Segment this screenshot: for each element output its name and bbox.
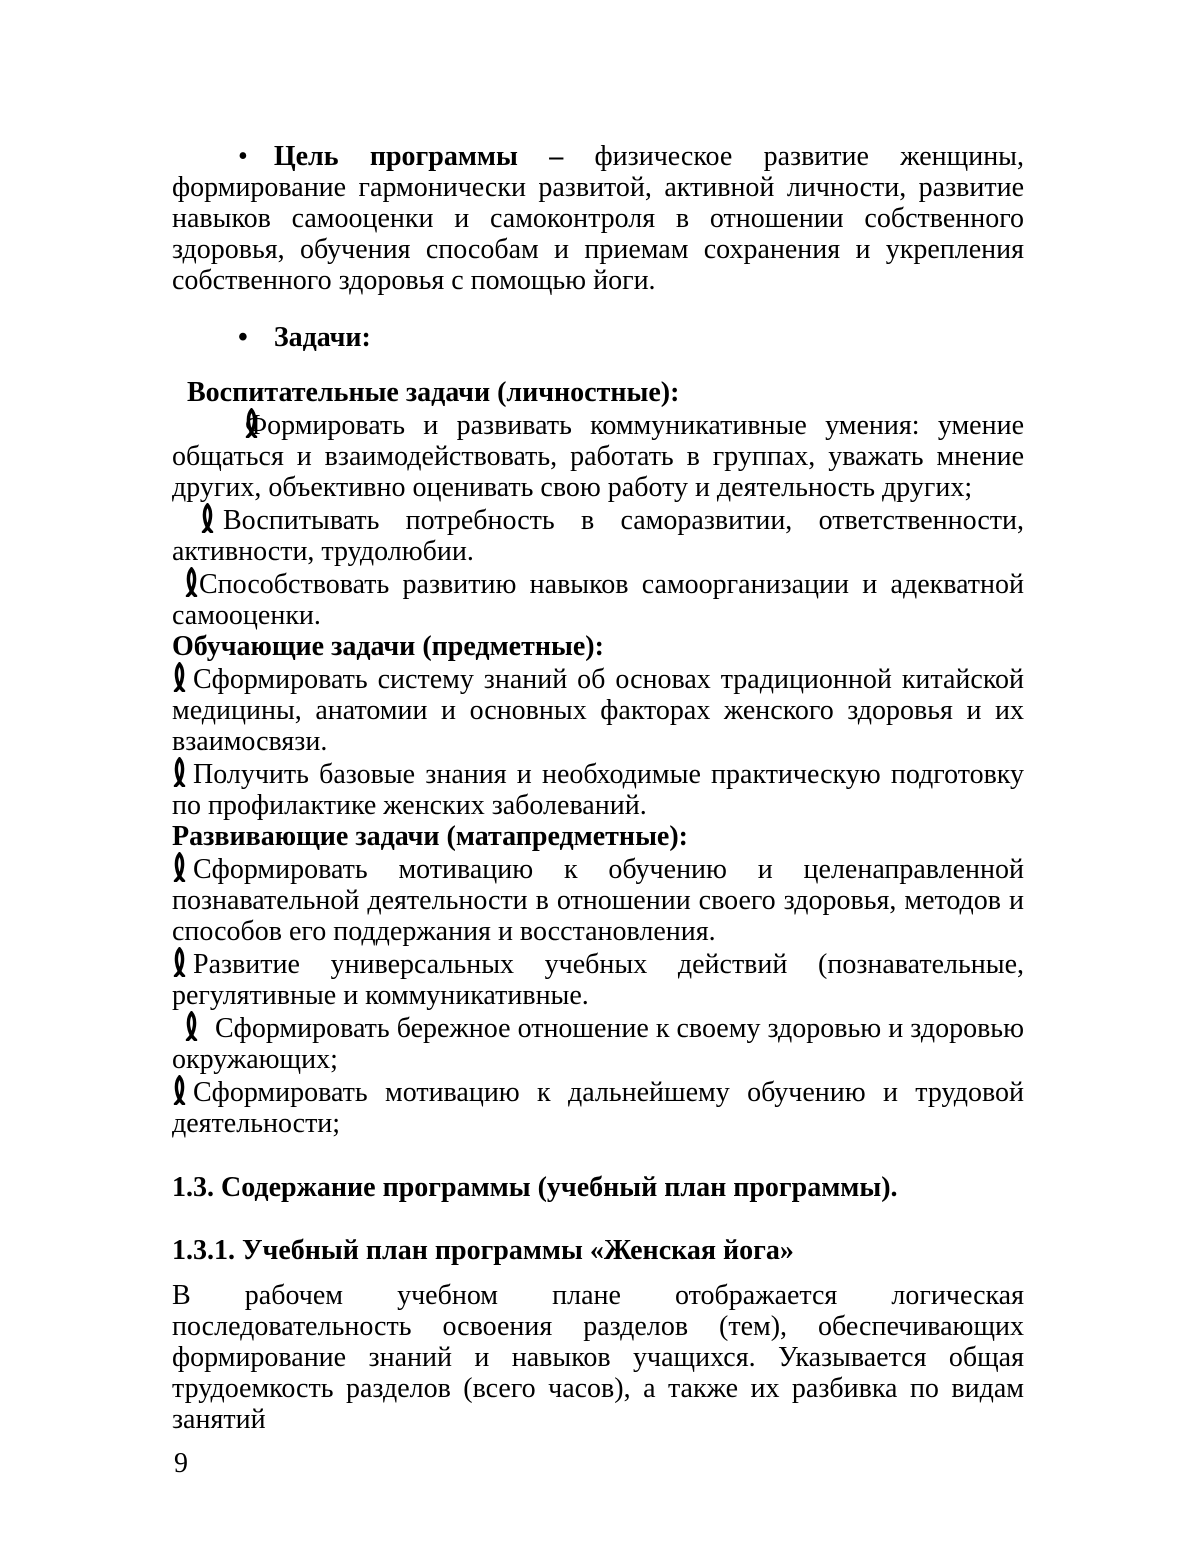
content-heading: 1.3. Содержание программы (учебный план программы). [172,1172,898,1203]
ribbon-bullet-icon [172,757,187,787]
ribbon-bullet-icon [172,662,187,692]
list-item [172,757,1024,821]
ribbon-bullet-icon [208,408,223,438]
goal-paragraph [172,141,1024,296]
item-text: Сформировать мотивацию к обучению и целенаправленной познавательной деятельности в отношении своего здоровья, методов и способов его поддержания и восстановления. [172,854,1024,947]
section-heading-meta: Развивающие задачи (матапредметные): [172,821,689,852]
item-text: Способствовать развитию навыков самоорганизации и адекватной самооценки. [172,569,1024,631]
goal-text: физическое развитие женщины, формирование гармонически развитой, активной личности, развитие навыков самооценки и самоконтроля в отношении собственного здоровья, обучения способам и приемам сохранения и укрепления собственного здоровья с помощью йоги. [172,141,1024,296]
item-text: Развитие универсальных учебных действий (познавательные, регулятивные и коммуникативные. [172,949,1024,1011]
ribbon-bullet-icon [178,1011,193,1041]
list-item [172,503,1024,567]
item-text: Сформировать мотивацию к дальнейшему обучению и трудовой деятельности; [172,1077,1024,1139]
plan-heading: 1.3.1. Учебный план программы «Женская йога» [172,1235,794,1266]
page-number: 9 [174,1448,188,1479]
goal-dash: – [549,141,564,172]
section-heading-personal: Воспитательные задачи (личностные): [187,377,680,408]
bullet-dot-icon: • [238,322,248,353]
list-item [172,408,1024,503]
list-item [172,662,1024,757]
item-text: Воспитывать потребность в саморазвитии, ответственности, активности, трудолюбии. [172,505,1024,567]
tasks-label: Задачи: [273,322,371,353]
plan-paragraph: В рабочем учебном плане отображается логическая последовательность освоения разделов (тем), обеспечивающих формирование знаний и навыков учащихся. Указывается общая трудоемкость разделов (всего часов), а также их разбивка по видам занятий [172,1280,1024,1435]
list-item [172,1011,1024,1075]
ribbon-bullet-icon [186,503,201,533]
ribbon-bullet-icon [178,567,193,597]
item-text: Формировать и развивать коммуникативные умения: умение общаться и взаимодействовать, работать в группах, уважать мнение других, объективно оценивать свою работу и деятельность других; [172,410,1024,503]
goal-label: Цель программы [273,141,518,172]
section-heading-subject: Обучающие задачи (предметные): [172,631,604,662]
bullet-dot-icon: • [238,141,248,172]
ribbon-bullet-icon [172,1075,187,1105]
list-item [172,567,1024,631]
item-text: Сформировать систему знаний об основах традиционной китайской медицины, анатомии и основных факторах женского здоровья и их взаимосвязи. [172,664,1024,757]
list-item [172,1075,1024,1139]
item-text: Сформировать бережное отношение к своему здоровью и здоровью окружающих; [172,1013,1024,1075]
ribbon-bullet-icon [172,947,187,977]
list-item [172,852,1024,947]
list-item [172,947,1024,1011]
item-text: Получить базовые знания и необходимые практическую подготовку по профилактике женских заболеваний. [172,759,1024,821]
tasks-heading [172,322,1024,353]
ribbon-bullet-icon [172,852,187,882]
